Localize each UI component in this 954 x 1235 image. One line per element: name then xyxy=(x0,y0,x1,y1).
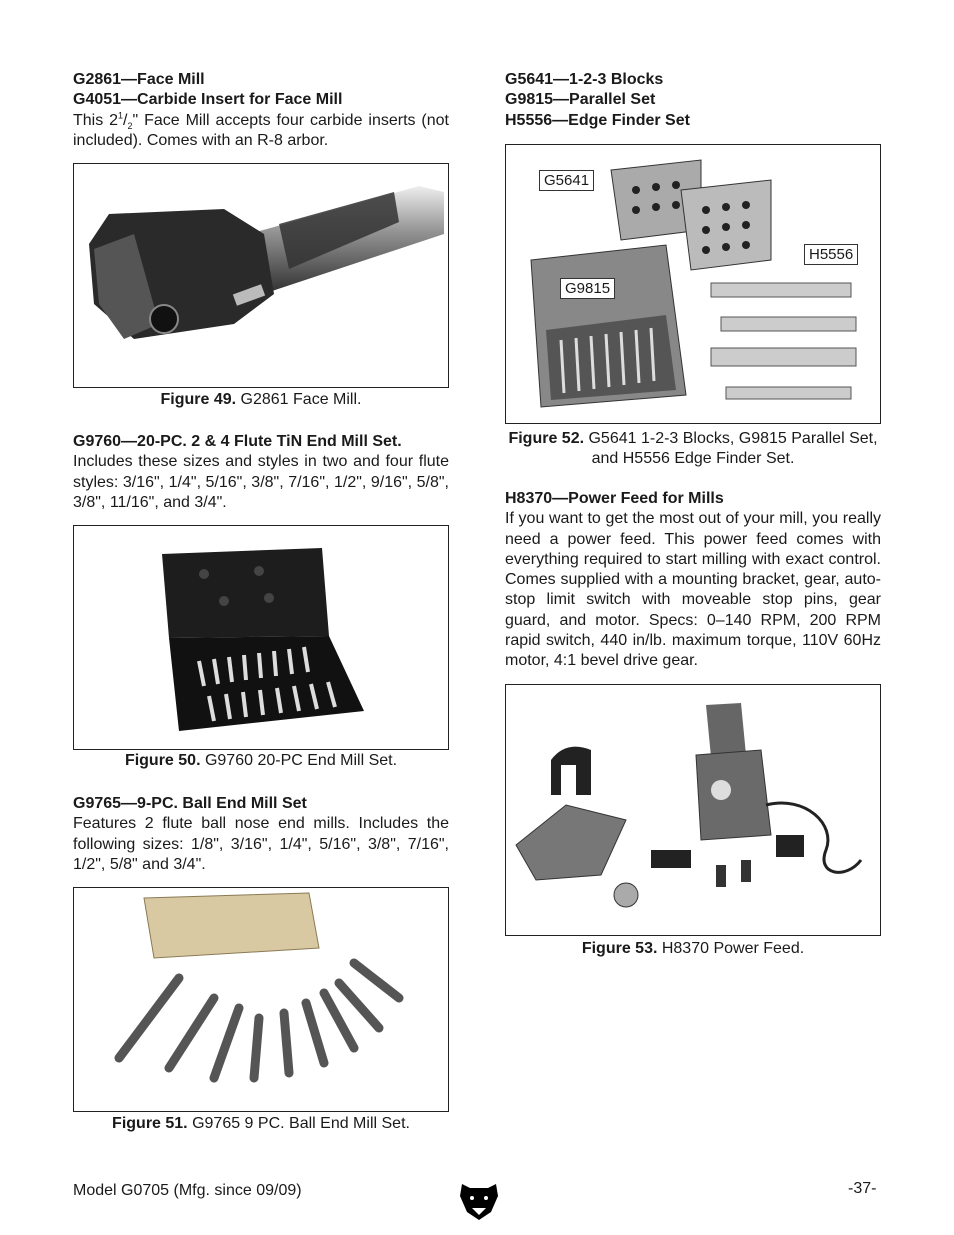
power-feed-kit-illustration xyxy=(506,685,879,934)
footer-model: Model G0705 (Mfg. since 09/09) xyxy=(73,1182,302,1199)
heading-h8370: H8370—Power Feed for Mills xyxy=(505,490,724,507)
section-end-mill-set xyxy=(73,432,449,513)
label-g9815: G9815 xyxy=(560,278,615,299)
heading-g2861: G2861—Face Mill xyxy=(73,71,205,88)
figure-51-caption: Figure 51. G9765 9 PC. Ball End Mill Set. xyxy=(112,1115,410,1132)
face-mill-description: This $2^1/_2$" Face Mill accepts four carbide inserts (not included). Comes with an R-8 arbor. xyxy=(73,110,449,149)
heading-g9760: G9760—20-PC. 2 & 4 Flute TiN End Mill Set. xyxy=(73,433,402,450)
figure-52-image xyxy=(505,144,881,424)
figure-49-caption: Figure 49. G2861 Face Mill. xyxy=(160,391,362,408)
figure-53-image xyxy=(505,684,881,936)
figure-49-image xyxy=(73,163,449,388)
figure-50-image xyxy=(73,525,449,750)
section-face-mill xyxy=(73,70,449,151)
heading-g9815: G9815—Parallel Set xyxy=(505,91,656,109)
heading-g4051: G4051—Carbide Insert for Face Mill xyxy=(73,91,343,109)
bear-head-logo-icon xyxy=(458,1178,500,1222)
section-blocks-parallels xyxy=(505,70,881,131)
footer-page-number: -37- xyxy=(848,1180,877,1197)
heading-h5556: H5556—Edge Finder Set xyxy=(505,111,690,129)
face-mill-illustration xyxy=(74,164,447,386)
figure-50-caption: Figure 50. G9760 20-PC End Mill Set. xyxy=(124,752,398,769)
label-g5641: G5641 xyxy=(539,170,594,191)
figure-51-image xyxy=(73,887,449,1112)
ball-end-mill-description: Features 2 flute ball nose end mills. Includes the following sizes: 1/8", 3/16", 1/4", 5/16", 3/8", 7/16", 1/2", 5/8" and 3/4". xyxy=(73,815,449,873)
heading-g9765: G9765—9-PC. Ball End Mill Set xyxy=(73,795,307,812)
figure-53-caption: Figure 53. H8370 Power Feed. xyxy=(581,940,805,957)
end-mill-case-illustration xyxy=(74,526,447,748)
heading-g5641: G5641—1-2-3 Blocks xyxy=(505,71,664,88)
section-power-feed xyxy=(505,489,881,672)
end-mill-set-description: Includes these sizes and styles in two and four flute styles: 3/16", 1/4", 5/16", 3/8", 7/16", 1/2", 9/16", 5/8", 3/8", 11/16", and 3/4". xyxy=(73,453,449,511)
ball-end-mill-set-illustration xyxy=(74,888,447,1110)
section-ball-end-mill xyxy=(73,794,449,875)
label-h5556: H5556 xyxy=(804,244,858,265)
power-feed-description: If you want to get the most out of your mill, you really need a power feed. This power feed comes with everything required to start milling with exact control. Comes supplied with a mounting bracket, gear, auto-stop limit switch with moveable stop pins, gear guard, and motor. Specs: 0–140 RPM, 200 RPM rapid switch, 440 in/lb. maximum torque, 110V 60Hz motor, 4:1 bevel drive gear. xyxy=(505,510,881,670)
figure-52-caption: Figure 52. G5641 1-2-3 Blocks, G9815 Parallel Set, and H5556 Edge Finder Set. xyxy=(508,430,878,467)
